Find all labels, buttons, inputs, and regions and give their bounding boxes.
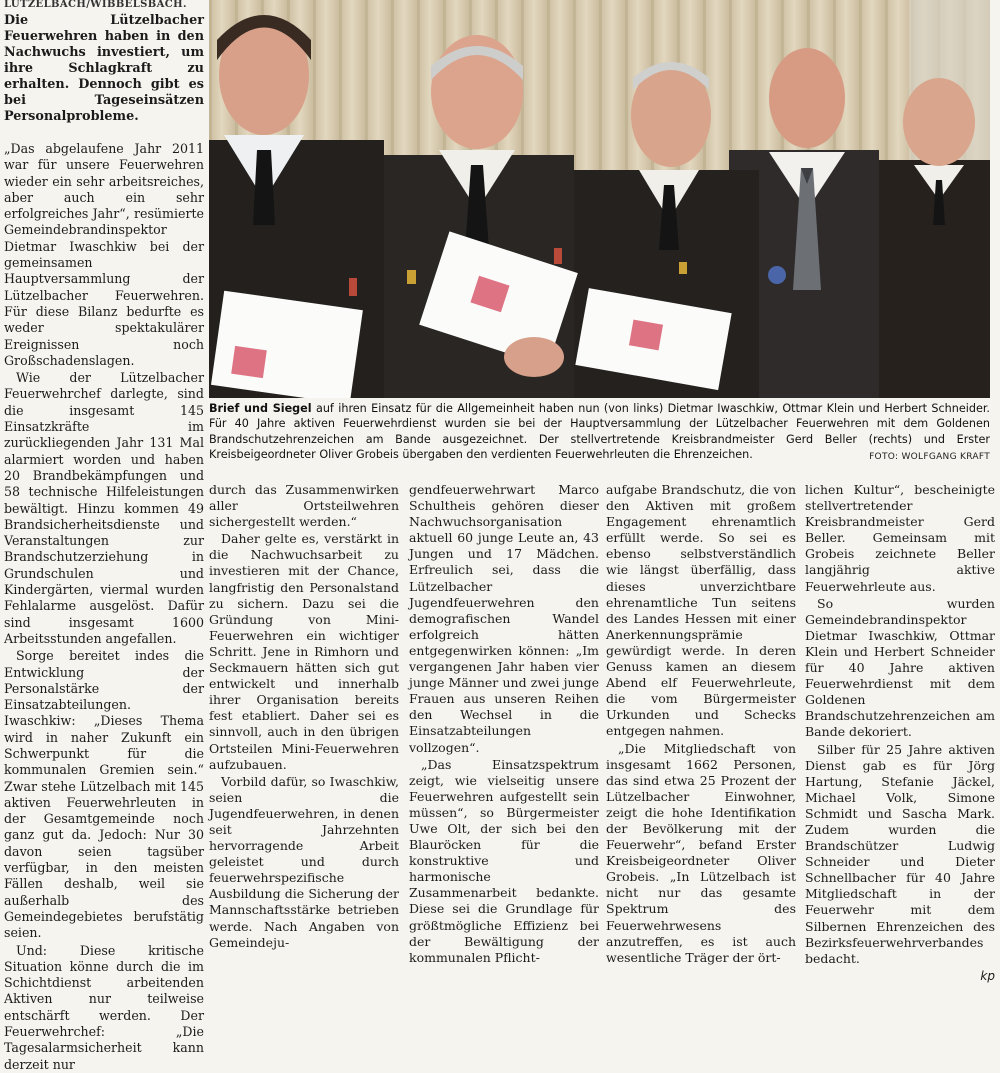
caption-text: auf ihren Einsatz für die Allgemeinheit haben nun (von links) Dietmar Iwaschkiw, Ottmar Klein und Herbert Schneider. Für 40 Jahre aktiven Feuerwehrdienst wurden sie bei der Hauptversammlung der Lützelbacher Feuerwehren mit dem Goldenen Brandschutzehrenzeichen am Bande ausgezeichnet. Der stellvertretende Kreisbrandmeister Gerd Beller (rechts) und Erster Kreisbeigeordneter Oliver Grobeis übergaben den verdienten Feuerwehrleuten die Ehrenzeichen. (209, 402, 990, 462)
article-column-2 (409, 482, 599, 967)
paragraph: „Die Mitgliedschaft von insgesamt 1662 Personen, das sind etwa 25 Prozent der Lützelbacher Einwohner, zeigt die hohe Identifikation der Bevölkerung mit der Feuerwehr“, befand Erster Kreisbeigeordneter Oliver Grobeis. „In Lützelbach ist nicht nur das gesamte Spektrum des Feuerwehrwesens anzutreffen, es ist auch wesentliche Träger der ört- (606, 740, 796, 965)
article-column-4 (805, 482, 995, 984)
lead-paragraph: Wie der Lützelbacher Feuerwehrchef darlegte, sind die insgesamt 145 Einsatzkräfte im zurückliegenden Jahr 131 Mal alarmiert worden und haben 20 Brandbekämpfungen und 58 technische Hilfeleistungen bewältigt. Hinzu kommen 49 Brandsicherheitsdienste und Veranstaltungen zur Brandschutzerziehung in Grundschulen und Kindergärten, viermal wurden Fehlalarme ausgelöst. Dafür sind insgesamt 1600 Arbeitsstunden angefallen. (4, 370, 204, 646)
photo-credit: FOTO: WOLFGANG KRAFT (869, 452, 990, 462)
paragraph: aufgabe Brandschutz, die von den Aktiven mit großem Engagement ehrenamtlich erfüllt werde. So sei es ebenso selbstverständlich wie längst überfällig, dass dieses unverzichtbare ehrenamtliche Tun seitens des Landes Hessen mit einer Anerkennungsprämie gewürdigt werde. In deren Genuss kamen an diesem Abend elf Feuerwehrleute, die vom Bürgermeister Urkunden und Schecks entgegen nahmen. (606, 482, 796, 739)
paragraph: „Das Einsatzspektrum zeigt, wie vielseitig unsere Feuerwehren aufgestellt sein müssen“, so Bürgermeister Uwe Olt, der sich bei den Blauröcken für die konstruktive und harmonische Zusammenarbeit bedankte. Diese sei die Grundlage für größtmögliche Effizienz bei der Bewältigung der kommunalen Pflicht- (409, 756, 599, 965)
lead-paragraph: „Das abgelaufene Jahr 2011 war für unsere Feuerwehren wieder ein sehr arbeitsreiches, aber auch ein sehr erfolgreiches Jahr“, resümierte Gemeindebrandinspektor Dietmar Iwaschkiw bei der gemeinsamen Hauptversammlung der Lützelbacher Feuerwehren. Für diese Bilanz bedurfte es weder spektakulärer Ereignissen noch Großschadenslagen. (4, 141, 204, 368)
paragraph: Silber für 25 Jahre aktiven Dienst gab es für Jörg Hartung, Stefanie Jäckel, Michael Volk, Simone Schmidt und Sascha Mark. Zudem wurden die Brandschützer Ludwig Schneider und Dieter Schnellbacher für 40 Jahre Mitgliedschaft in der Feuerwehr mit dem Silbernen Ehrenzeichen des Bezirksfeuerwehrverbandes bedacht. (805, 741, 995, 966)
paragraph: Vorbild dafür, so Iwaschkiw, seien die Jugendfeuerwehren, in denen seit Jahrzehnten hervorragende Arbeit geleistet und durch feuerwehrspezifische Ausbildung die Sicherung der Mannschaftsstärke betrieben werde. Nach Angaben von Gemeindeju- (209, 773, 399, 950)
paragraph: Daher gelte es, verstärkt in die Nachwuchsarbeit zu investieren mit der Chance, langfristig den Personalstand zu sichern. Dazu sei die Gründung von Mini-Feuerwehren ein wichtiger Schritt. Jene in Rimhorn und Seckmauern hätten sich gut entwickelt und innerhalb ihrer Organisation bereits fest etabliert. Daher sei es sinnvoll, auch in den übrigen Ortsteilen Mini-Feuerwehren aufzubauen. (209, 531, 399, 772)
kicker-text: Die Lützelbacher Feuerwehren haben in den Nachwuchs investiert, um ihre Schlagkraft zu erhalten. Dennoch gibt es bei Tageseinsätzen Personalprobleme. (4, 13, 204, 124)
caption-lead: Brief und Siegel (209, 402, 312, 415)
author-signature: kp (980, 968, 995, 983)
group-photo (209, 0, 990, 398)
group-photo-illustration (209, 0, 990, 398)
lead-column (4, 0, 204, 1072)
article-column-3 (606, 482, 796, 967)
paragraph: So wurden Gemeindebrandinspektor Dietmar Iwaschkiw, Ottmar Klein und Herbert Schneider für 40 Jahre aktiven Feuerwehrdienst mit dem Goldenen Brandschutzehrenzeichen am Bande dekoriert. (805, 595, 995, 740)
lead-paragraph: Und: Diese kritische Situation könne durch die im Schichtdienst arbeitenden Aktiven nur teilweise entschärft werden. Der Feuerwehrchef: „Die Tagesalarmsicherheit kann derzeit nur (4, 942, 204, 1072)
dateline: LÜTZELBACH/WIBBELSBACH. (4, 0, 187, 10)
article-column-1 (209, 482, 399, 952)
paragraph: gendfeuerwehrwart Marco Schultheis gehören dieser Nachwuchsorganisation aktuell 60 junge Leute an, 43 Jungen und 17 Mädchen. Erfreulich sei, dass die Lützelbacher Jugendfeuerwehren den demografischen Wandel erfolgreich hätten entgegenwirken können: „Im vergangenen Jahr haben vier junge Männer und zwei junge Frauen aus unseren Reihen den Wechsel in die Einsatzabteilungen vollzogen“. (409, 482, 599, 755)
lead-paragraph: Sorge bereitet indes die Entwicklung der Personalstärke der Einsatzabteilungen. Iwaschkiw: „Dieses Thema wird in naher Zukunft ein Schwerpunkt für die kommunalen Gremien sein.“ Zwar stehe Lützelbach mit 145 aktiven Feuerwehrleuten in der Gesamtgemeinde noch ganz gut da. Jedoch: Nur 30 davon seien tagsüber verfügbar, in den meisten Fällen deshalb, weil sie außerhalb des Gemeindegebietes berufstätig seien. (4, 648, 204, 941)
paragraph: durch das Zusammenwirken aller Ortsteilwehren sichergestellt werden.“ (209, 482, 399, 530)
article-kicker (4, 0, 204, 125)
paragraph: lichen Kultur“, bescheinigte stellvertretender Kreisbrandmeister Gerd Beller. Gemeinsam mit Grobeis zeichnete Beller langjährig aktive Feuerwehrleute aus. (805, 482, 995, 594)
